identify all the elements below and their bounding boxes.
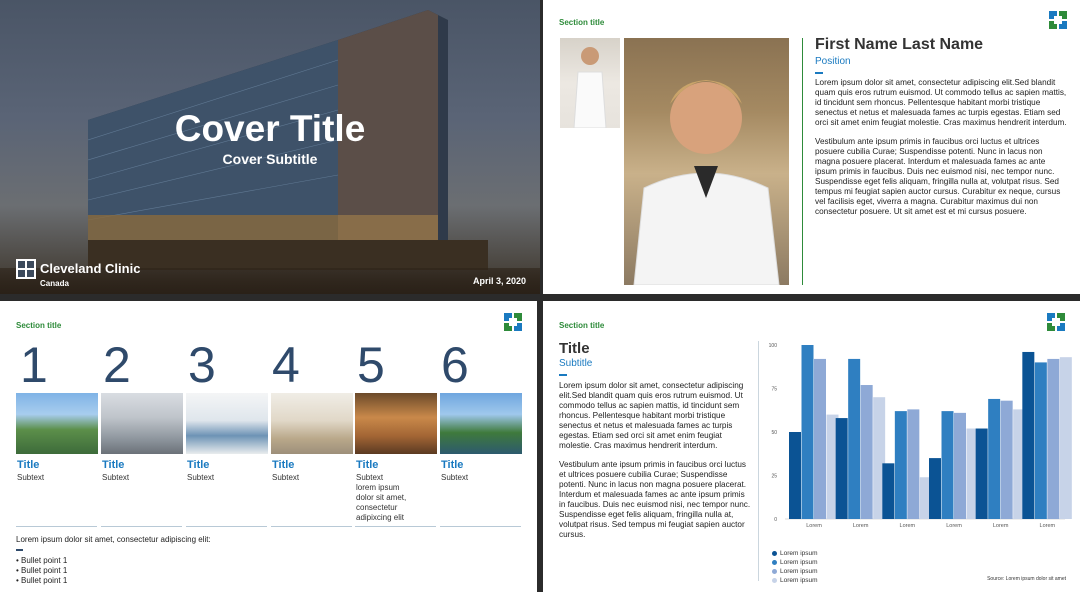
accent-dash xyxy=(16,549,23,551)
cleveland-clinic-logo-icon xyxy=(1047,313,1065,331)
tile-rule xyxy=(16,526,97,527)
chart-slide[interactable] xyxy=(543,301,1080,592)
chart-slide-title: Title xyxy=(559,340,590,357)
tile-rule xyxy=(101,526,182,527)
item-number: 1 xyxy=(20,337,48,393)
y-tick-label: 100 xyxy=(768,343,777,349)
item-number: 2 xyxy=(103,337,131,393)
chart-bar xyxy=(802,345,814,519)
legend-label: Lorem ipsum xyxy=(780,568,818,575)
cleveland-clinic-logo-icon xyxy=(16,259,36,279)
y-tick-label: 25 xyxy=(771,473,777,480)
tile-image xyxy=(440,393,522,454)
x-tick-label: Lorem xyxy=(992,523,1009,529)
item-number: 6 xyxy=(441,337,469,393)
tile-title: Title xyxy=(272,459,295,471)
x-tick-label: Lorem xyxy=(899,523,916,529)
x-tick-label: Lorem xyxy=(1039,523,1056,529)
chart-bar xyxy=(789,432,801,519)
legend-label: Lorem ipsum xyxy=(780,559,818,566)
profile-body xyxy=(815,78,1067,226)
legend-item xyxy=(772,576,818,585)
tile-subtext: Subtext xyxy=(441,473,469,482)
chart-legend xyxy=(772,549,818,585)
tile-title: Title xyxy=(102,459,125,471)
cover-subtitle: Cover Subtitle xyxy=(222,151,318,167)
section-title: Section title xyxy=(559,18,605,27)
item-number: 5 xyxy=(357,337,385,393)
chart-bar xyxy=(1047,359,1059,519)
bullet-item: • Bullet point 1 xyxy=(16,566,68,575)
tile-image xyxy=(271,393,353,454)
chart-bar xyxy=(907,409,919,519)
tile-image xyxy=(186,393,268,454)
chart-bar xyxy=(895,411,907,519)
portrait-image xyxy=(624,38,789,285)
tile-subtext: Subtext xyxy=(17,473,45,482)
y-tick-label: 75 xyxy=(771,386,777,393)
legend-swatch xyxy=(772,578,777,583)
chart-slide-paragraph: Vestibulum ante ipsum primis in faucibus orci luctus et ultrices posuere cubilia Curae; Suspendisse potenti. Nunc in lacus non magna posuere placerat. Interdum et malesuada fames ac ante ipsum primis in faucibus. Duis nec euismod nisi, nec tempor nunc. Suspendisse eget felis aliquam, fringilla nulla at, volutpat risus. Sed tempus mi feugiat sapien auctor cursus. xyxy=(559,460,751,539)
chart-slide-body xyxy=(559,381,751,549)
legend-label: Lorem ipsum xyxy=(780,577,818,584)
tile-title: Title xyxy=(441,459,464,471)
chart-source: Source: Lorem ipsum dolor sit amet xyxy=(987,576,1066,582)
item-number: 4 xyxy=(272,337,300,393)
x-tick-label: Lorem xyxy=(946,523,962,529)
tile-title: Title xyxy=(187,459,210,471)
chart-bar xyxy=(814,359,826,519)
tile-rule xyxy=(271,526,352,527)
y-tick-label: 0 xyxy=(774,517,777,523)
bar-chart xyxy=(761,341,1073,536)
chart-bar xyxy=(836,418,848,519)
tile-image xyxy=(355,393,437,454)
chart-bar xyxy=(1060,357,1072,519)
chart-bar xyxy=(988,399,1000,519)
x-tick-label: Lorem xyxy=(852,523,869,529)
logo-text: Cleveland Clinic xyxy=(40,261,141,276)
chart-slide-paragraph: Lorem ipsum dolor sit amet, consectetur adipiscing elit.Sed blandit quam quis eros rutrum euismod. Ut commodo tellus ac sapien mattis, id tincidunt sem rhoncus. Pellentesque habitant morbi tristique senectus et netus et malesuada fames ac turpis egestas. Etiam sed orci sit amet enim feugiat molestie. Cras maximus hendrerit interdum. xyxy=(559,381,744,450)
person-name: First Name Last Name xyxy=(815,36,984,53)
chart-slide-subtitle: Subtitle xyxy=(559,358,593,369)
legend-item xyxy=(772,549,818,558)
tile-title: Title xyxy=(356,459,379,471)
legend-item xyxy=(772,567,818,576)
cover-date: April 3, 2020 xyxy=(472,276,526,286)
tile-image xyxy=(16,393,98,454)
cover-slide[interactable] xyxy=(0,0,540,294)
accent-dash xyxy=(559,374,567,376)
chart-bar xyxy=(954,413,966,519)
tile-title: Title xyxy=(17,459,40,471)
y-tick-label: 50 xyxy=(771,430,777,436)
item-number: 3 xyxy=(188,337,216,393)
tile-image xyxy=(101,393,183,454)
divider-line xyxy=(758,341,759,581)
chart-bar xyxy=(848,359,860,519)
chart-bar xyxy=(1035,362,1047,519)
tile-rule xyxy=(355,526,436,527)
section-title: Section title xyxy=(16,321,62,330)
profile-paragraph: Lorem ipsum dolor sit amet, consectetur adipiscing elit.Sed blandit quam quis eros rutrum euismod. Ut commodo tellus ac sapien mattis, id tincidunt sem rhoncus. Pellentesque habitant morbi tristique senectus et netus et malesuada fames ac turpis egestas. Etiam sed orci sit amet enim feugiat molestie. Cras maximus hendrerit interdum. xyxy=(815,78,1067,127)
tile-subtext: Subtext xyxy=(102,473,130,482)
section-title: Section title xyxy=(559,321,605,330)
accent-dash xyxy=(815,72,823,74)
cleveland-clinic-logo-icon xyxy=(504,313,522,331)
legend-label: Lorem ipsum xyxy=(780,550,818,557)
logo-subtext: Canada xyxy=(40,279,69,288)
bullet-item: • Bullet point 1 xyxy=(16,576,68,585)
legend-swatch xyxy=(772,569,777,574)
x-tick-label: Lorem xyxy=(806,523,822,529)
person-position: Position xyxy=(815,56,851,67)
chart-bar xyxy=(942,411,954,519)
tile-subtext: Subtext xyxy=(272,473,300,482)
grid-intro-text: Lorem ipsum dolor sit amet, consectetur adipiscing elit: xyxy=(16,535,211,544)
chart-bar xyxy=(1022,352,1034,519)
tile-rule xyxy=(186,526,267,527)
divider-line xyxy=(802,38,803,285)
cover-title: Cover Title xyxy=(174,108,366,149)
bullet-item: • Bullet point 1 xyxy=(16,556,68,565)
chart-bar xyxy=(929,458,941,519)
bullet-list xyxy=(16,556,67,586)
tile-subtext: Subtext lorem ipsum dolor sit amet, consectetur adipixcing elit xyxy=(356,473,407,522)
portrait-thumbnail-image xyxy=(560,38,620,128)
chart-bar xyxy=(1001,401,1013,519)
chart-bar xyxy=(882,463,894,519)
tile-subtext: Subtext xyxy=(187,473,215,482)
profile-paragraph: Vestibulum ante ipsum primis in faucibus orci luctus et ultrices posuere cubilia Curae; Suspendisse potenti. Nunc in lacus non magna posuere placerat. Interdum et malesuada fames ac ante ipsum primis in faucibus. Duis nec euismod nisi, nec tempor nunc. Suspendisse eget felis aliquam, fringilla nulla at, volutpat risus. Sed tempus mi feugiat sapien auctor cursus. Curabitur ex neque, cursus vel facilisis eget, viverra a magna. Curabitur maximus dui non consectetur posuere. Ut sit amet est et mi cursus posuere. xyxy=(815,137,1061,216)
legend-swatch xyxy=(772,560,777,565)
chart-bar xyxy=(861,385,873,519)
chart-bar xyxy=(976,429,988,519)
tile-rule xyxy=(440,526,521,527)
legend-swatch xyxy=(772,551,777,556)
cleveland-clinic-logo-icon xyxy=(1049,11,1067,29)
legend-item xyxy=(772,558,818,567)
profile-slide[interactable] xyxy=(543,0,1080,294)
